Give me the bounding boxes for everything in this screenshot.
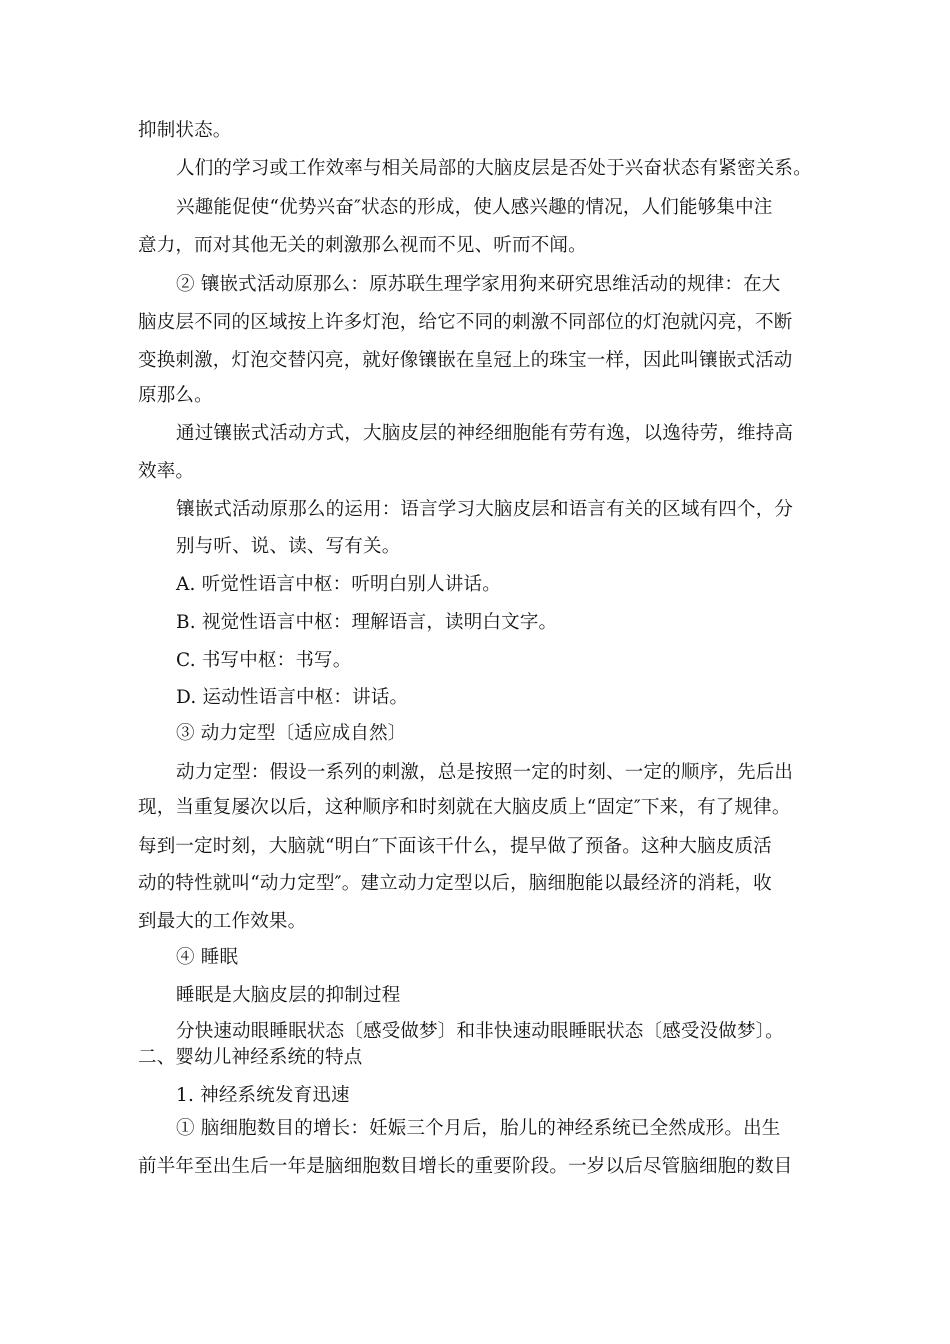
text-line: ③ 动力定型〔适应成自然〕 xyxy=(176,723,407,744)
text-line: 效率。 xyxy=(138,461,195,482)
text-line: 前半年至出生后一年是脑细胞数目增长的重要阶段。一岁以后尽管脑细胞的数目 xyxy=(138,1156,793,1177)
text-line: 抑制状态。 xyxy=(138,120,232,141)
text-line: ② 镶嵌式活动原那么：原苏联生理学家用狗来研究思维活动的规律：在大 xyxy=(176,274,781,295)
text-line: 意力，而对其他无关的刺激那么视而不见、听而不闻。 xyxy=(138,235,587,256)
text-line: C. 书写中枢：书写。 xyxy=(176,650,352,671)
text-line: 动的特性就叫“动力定型″。建立动力定型以后，脑细胞能以最经济的消耗，收 xyxy=(138,873,772,894)
text-line: 人们的学习或工作效率与相关局部的大脑皮层是否处于兴奋状态有紧密关系。 xyxy=(176,158,812,179)
text-line: ④ 睡眠 xyxy=(176,947,239,968)
text-line: ① 脑细胞数目的增长：妊娠三个月后，胎儿的神经系统已全然成形。出生 xyxy=(176,1118,781,1139)
text-line: A. 听觉性语言中枢：听明白别人讲话。 xyxy=(176,574,501,595)
text-line: 脑皮层不同的区域按上许多灯泡，给它不同的刺激不同部位的灯泡就闪亮，不断 xyxy=(138,312,793,333)
text-line: 通过镶嵌式活动方式，大脑皮层的神经细胞能有劳有逸，以逸待劳，维持高 xyxy=(176,423,794,444)
text-line: 每到一定时刻，大脑就“明白″下面该干什么，提早做了预备。这种大脑皮质活 xyxy=(138,836,772,857)
text-line: 别与听、说、读、写有关。 xyxy=(176,536,401,557)
text-line: D. 运动性语言中枢：讲话。 xyxy=(176,687,409,708)
text-line: 动力定型：假设一系列的刺激，总是按照一定的时刻、一定的顺序，先后出 xyxy=(176,762,794,783)
text-line: 原那么。 xyxy=(138,385,213,406)
text-line: 睡眠是大脑皮层的抑制过程 xyxy=(176,985,401,1006)
subsection-heading: 1. 神经系统发育迅速 xyxy=(176,1085,350,1106)
text-line: 到最大的工作效果。 xyxy=(138,911,307,932)
text-line: 兴趣能促使“优势兴奋″状态的形成，使人感兴趣的情况，人们能够集中注 xyxy=(176,197,773,218)
text-line: 变换刺激，灯泡交替闪亮，就好像镶嵌在皇冠上的珠宝一样，因此叫镶嵌式活动 xyxy=(138,350,793,371)
text-line: 镶嵌式活动原那么的运用：语言学习大脑皮层和语言有关的区域有四个，分 xyxy=(176,499,794,520)
text-line: 现，当重复屡次以后，这种顺序和时刻就在大脑皮质上“固定″下来，有了规律。 xyxy=(138,797,791,818)
text-line: 分快速动眼睡眠状态〔感受做梦〕和非快速动眼睡眠状态〔感受没做梦〕。 xyxy=(176,1021,784,1042)
section-heading: 二、婴幼儿神经系统的特点 xyxy=(138,1047,363,1068)
text-line: B. 视觉性语言中枢：理解语言，读明白文字。 xyxy=(176,612,558,633)
